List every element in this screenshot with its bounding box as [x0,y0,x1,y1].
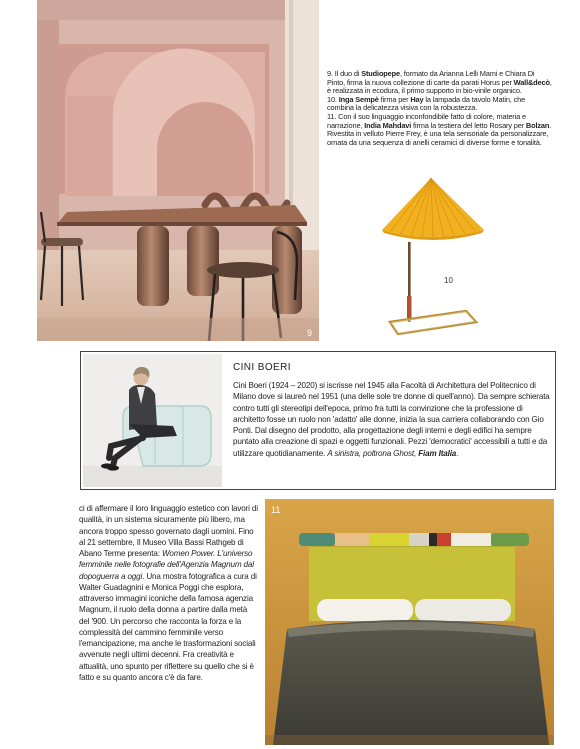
caption-block [327,70,553,147]
sidebar-box-cini-boeri [80,351,556,490]
photo-number: 11 [271,505,281,515]
box-text: Cini Boeri (1924 – 2020) si iscrisse nel 1945 alla Facoltà di Architettura del Politecnico di Milano dove si laureò nel 1951 (una delle sole tre donne di quell'anno). Da sempre schierata contro tutti gli stereotipi dell'epoca, primo fra tutti la convinzione che la professione di architetto fosse un ruolo non 'adatto' alle donne, inizia la sua carriera collaborando con Gio Ponti. Dal disegno del prodotto, alla progettazione degli interni e degli edifici ha sempre puntato alla creazione di spazi e oggetti funzionali. Pezzi 'democratici' accessibili a tutti e da utilizzare quotidianamente. A sinistra, poltrona Ghost, Fiam Italia. [233,381,550,458]
photo-number: 9 [307,328,313,338]
caption-11: 11. Con il suo linguaggio inconfondibile fatto di colore, materia e narrazione, India Mahdavi firma la testiera del letto Rosary per Bolzan. Rivestita in velluto Pierre Frey, è una tela sensoriale da personalizzare, ornata da una sequenza di anelli ceramici di diverse forme e tonalità. [327,111,552,147]
lamp-illustration [376,172,491,340]
box-title: CINI BOERI [233,362,291,373]
caption-9: 9. Il duo di Studiopepe, formato da Arianna Lelli Mami e Chiara Di Pinto, firma la nuova collezione di carte da parati Horus per Wall&decò, è realizzata in ecodura, il primo supporto in bio-vinile organico. [327,69,552,96]
caption-10: 10. Inga Sempè firma per Hay la lampada da tavolo Matin, che combina la delicatezza visiva con la robustezza. [327,94,526,113]
interior-illustration [37,0,319,341]
photo-studiopepe-interior [37,0,319,341]
bed-illustration [265,499,554,745]
matin-lamp-image [376,172,491,340]
photo-rosary-headboard [265,499,554,745]
body-paragraph: ci di affermare il loro linguaggio estetico con lavori di qualità, in un sistema sicuramente più libero, ma ancora troppo spesso governato dagli uomini. Fino al 21 settembre, Il Museo Villa Bassi Rathgeb di Abano Terme presenta: Women Power. L'universo femminile nelle fotografie dell'Agenzia Magnum dal dopoguerra a oggi. Una mostra fotografica a cura di Walter Guadagnini e Monica Poggi che esplora, attraverso immagini iconiche della famosa agenzia Magnum, il ruolo della donna a partire dalla metà del '900. Un percorso che racconta la forza e la complessità del cammino femminile verso l'emancipazione, ma anche le trasformazioni sociali avvenute negli ultimi decenni. Fra creatività e attualità, uno spunto per riflettere su quello che si è fatto e su quanto ancora c'è da fare. [79,504,258,682]
portrait-illustration [83,354,222,487]
article-body-column [79,503,259,683]
photo-cini-boeri-ghost-chair [83,354,222,487]
photo-number: 10 [444,276,453,285]
